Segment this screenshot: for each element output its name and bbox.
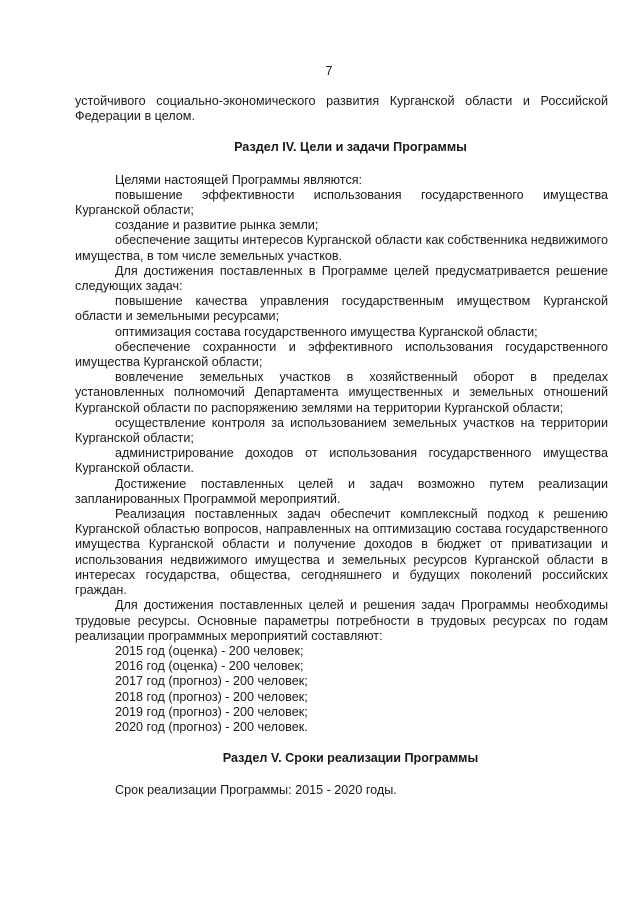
goal-item: обеспечение защиты интересов Курганской области как собственника недвижимого имущества, в том числе земельных участков. [75, 233, 608, 263]
goals-intro: Целями настоящей Программы являются: [115, 172, 363, 187]
goal-item: повышение эффективности использования государственного имущества Курганской области; [75, 187, 608, 218]
task-item: повышение качества управления государственным имуществом Курганской области и земельными ресурсами; [75, 294, 608, 324]
term-paragraph: Срок реализации Программы: 2015 - 2020 годы. [115, 783, 397, 798]
page-number: 7 [325, 64, 333, 78]
task-item: обеспечение сохранности и эффективного использования государственного имущества Курганской области; [75, 339, 608, 370]
document-body [75, 94, 608, 799]
tasks-intro: Для достижения поставленных в Программе целей предусматривается решение следующих задач: [75, 263, 608, 294]
year-item: 2017 год (прогноз) - 200 человек; [115, 674, 308, 689]
labor-paragraph: Для достижения поставленных целей и решения задач Программы необходимы трудовые ресурсы. Основные параметры потребности в трудовых ресурсах по годам реализации программных мероприятий составляют: [75, 598, 608, 643]
year-item: 2019 год (прогноз) - 200 человек; [115, 704, 308, 719]
task-item: осуществление контроля за использованием земельных участков на территории Курганской области; [75, 415, 608, 446]
year-item: 2016 год (оценка) - 200 человек; [115, 659, 304, 674]
task-item: вовлечение земельных участков в хозяйственный оборот в пределах установленных полномочий Департамента имущественных и земельных отношений Курганской области по распоряжению землями на территории Курганской области; [75, 370, 608, 415]
section-4-heading: Раздел IV. Цели и задачи Программы [234, 140, 467, 155]
implementation-paragraph: Реализация поставленных задач обеспечит комплексный подход к решению Курганской областью вопросов, направленных на оптимизацию состава государственного имущества Курганской области и получение доходов в бюджет от приватизации и использования недвижимого имущества и земельных ресурсов Курганской области в интересах государства, общества, сегодняшнего и будущих поколений российских граждан. [75, 507, 608, 598]
goal-item: создание и развитие рынка земли; [115, 218, 319, 233]
year-item: 2015 год (оценка) - 200 человек; [115, 643, 304, 658]
year-item: 2020 год (прогноз) - 200 человек. [115, 719, 308, 734]
section-5-heading: Раздел V. Сроки реализации Программы [222, 751, 479, 766]
task-item: оптимизация состава государственного имущества Курганской области; [115, 324, 538, 339]
task-item: администрирование доходов от использования государственного имущества Курганской области. [75, 446, 608, 476]
year-item: 2018 год (прогноз) - 200 человек; [115, 689, 308, 704]
achievement-paragraph: Достижение поставленных целей и задач возможно путем реализации запланированных Программой мероприятий. [75, 476, 608, 506]
intro-paragraph: устойчивого социально-экономического развития Курганской области и Российской Федерации в целом. [75, 94, 608, 124]
